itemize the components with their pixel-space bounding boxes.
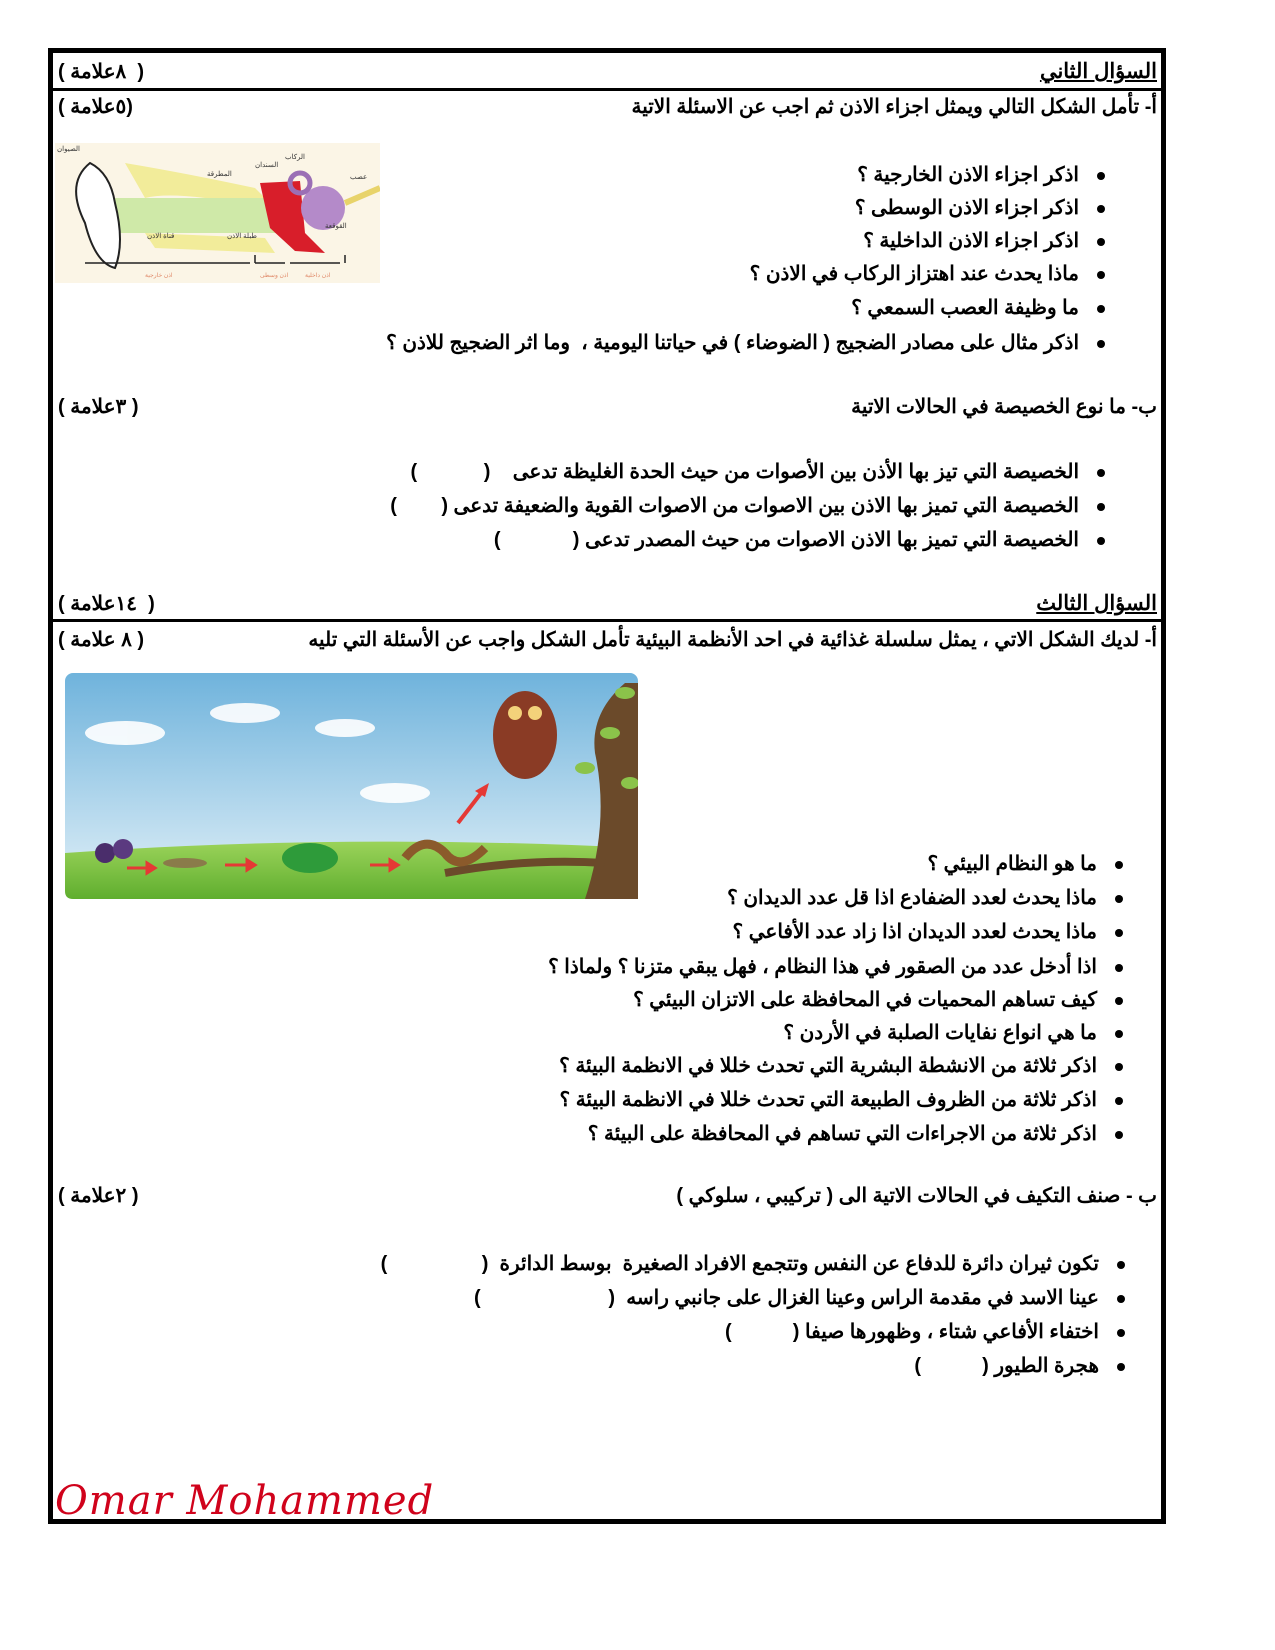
q3-title: السؤال الثالث — [1036, 592, 1157, 615]
bullet-icon — [1115, 929, 1123, 937]
bullet-icon — [1097, 205, 1105, 213]
divider-q2 — [53, 88, 1161, 91]
q3a-question: اذا أدخل عدد من الصقور في هذا النظام ، فهل يبقي متزنا ؟ ولماذا ؟ — [548, 955, 1123, 979]
owl — [493, 691, 557, 779]
svg-text:قناة الاذن: قناة الاذن — [147, 233, 175, 240]
answer-blank[interactable]: ( ) — [473, 1287, 616, 1309]
bullet-icon — [1117, 1363, 1125, 1371]
bullet-icon — [1115, 1131, 1123, 1139]
flowers — [113, 839, 133, 859]
q3a-question: اذكر ثلاثة من الانشطة البشرية التي تحدث خللا في الانظمة البيئة ؟ — [559, 1054, 1123, 1078]
bullet-icon — [1117, 1329, 1125, 1337]
bullet-icon — [1115, 895, 1123, 903]
bullet-icon — [1097, 503, 1105, 511]
q2a-question: ما وظيفة العصب السمعي ؟ — [851, 296, 1105, 320]
svg-text:السندان: السندان — [255, 162, 279, 169]
answer-blank[interactable]: ( ) — [914, 1355, 989, 1377]
q3a-question: ماذا يحدث لعدد الديدان اذا زاد عدد الأفاعي ؟ — [733, 920, 1123, 944]
q2a-question: اذكر مثال على مصادر الضجيج ( الضوضاء ) في حياتنا اليومية ، وما اثر الضجيج للاذن ؟ — [386, 331, 1105, 355]
q2a-prompt: أ- تأمل الشكل التالي ويمثل اجزاء الاذن ثم اجب عن الاسئلة الاتية — [631, 96, 1157, 118]
bullet-icon — [1097, 271, 1105, 279]
answer-blank[interactable]: ( ) — [410, 461, 491, 483]
bullet-icon — [1115, 1097, 1123, 1105]
q3a-question: ماذا يحدث لعدد الضفادع اذا قل عدد الديدان ؟ — [727, 886, 1123, 910]
bullet-icon — [1117, 1261, 1125, 1269]
bullet-icon — [1115, 964, 1123, 972]
q2a-question: اذكر اجزاء الاذن الداخلية ؟ — [863, 229, 1105, 253]
bullet-icon — [1115, 1030, 1123, 1038]
svg-text:المطرقة: المطرقة — [207, 171, 232, 178]
q2b-item: الخصيصة التي تيز بها الأذن بين الأصوات من حيث الحدة الغليظة تدعى ( ) — [410, 460, 1105, 484]
bullet-icon — [1115, 997, 1123, 1005]
q2b-item: الخصيصة التي تميز بها الاذن الاصوات من حيث المصدر تدعى ( ) — [494, 528, 1105, 552]
answer-blank[interactable]: ( ) — [390, 495, 448, 517]
bullet-icon — [1117, 1295, 1125, 1303]
answer-blank[interactable]: ( ) — [493, 529, 580, 551]
q3a-prompt: أ- لديك الشكل الاتي ، يمثل سلسلة غذائية في احد الأنظمة البيئية تأمل الشكل واجب عن الأسئلة التي تليه — [308, 629, 1157, 651]
svg-text:اذن خارجية: اذن خارجية — [145, 273, 173, 279]
q2-title: السؤال الثاني — [1039, 60, 1157, 83]
label-pinna: الصيوان — [57, 146, 80, 153]
ear-diagram — [55, 143, 380, 283]
q2b-item: الخصيصة التي تميز بها الاذن بين الاصوات من الاصوات القوية والضعيفة تدعى ( ) — [390, 494, 1105, 518]
q3a-marks: ( ٨ علامة ) — [58, 629, 145, 651]
caterpillar — [163, 858, 207, 868]
q3a-question: اذكر ثلاثة من الاجراءات التي تساهم في المحافظة على البيئة ؟ — [588, 1122, 1123, 1146]
svg-text:اذن وسطى: اذن وسطى — [260, 273, 289, 279]
q3b-marks: ( ٢علامة ) — [58, 1185, 139, 1207]
bullet-icon — [1097, 172, 1105, 180]
frog — [282, 843, 338, 873]
q2a-marks: (٥علامة ) — [58, 96, 133, 118]
bullet-icon — [1097, 469, 1105, 477]
q3b-item: عينا الاسد في مقدمة الراس وعينا الغزال على جانبي راسه ( ) — [474, 1286, 1125, 1310]
q3a-question: ما هي انواع نفايات الصلبة في الأردن ؟ — [783, 1021, 1123, 1045]
q3a-question: كيف تساهم المحميات في المحافظة على الاتزان البيئي ؟ — [633, 988, 1123, 1012]
q2a-question: ماذا يحدث عند اهتزاز الركاب في الاذن ؟ — [750, 262, 1105, 286]
q3a-question: ما هو النظام البيئي ؟ — [927, 852, 1123, 876]
answer-blank[interactable]: ( ) — [380, 1253, 489, 1275]
bullet-icon — [1115, 861, 1123, 869]
q2a-question: اذكر اجزاء الاذن الخارجية ؟ — [857, 163, 1105, 187]
svg-text:الركاب: الركاب — [285, 154, 305, 161]
q2b-prompt: ب- ما نوع الخصيصة في الحالات الاتية — [851, 396, 1157, 418]
svg-text:طبلة الاذن: طبلة الاذن — [227, 233, 257, 240]
bullet-icon — [1097, 238, 1105, 246]
q3a-question: اذكر ثلاثة من الظروف الطبيعة التي تحدث خللا في الانظمة البيئة ؟ — [560, 1088, 1123, 1112]
q2a-question: اذكر اجزاء الاذن الوسطى ؟ — [855, 196, 1105, 220]
bullet-icon — [1097, 537, 1105, 545]
q3b-prompt: ب - صنف التكيف في الحالات الاتية الى ( تركيبي ، سلوكي ) — [676, 1185, 1157, 1207]
bullet-icon — [1097, 340, 1105, 348]
svg-text:القوقعة: القوقعة — [325, 223, 347, 230]
q3-marks: ( ١٤علامة ) — [58, 593, 155, 615]
svg-text:عصب: عصب — [350, 174, 368, 181]
svg-text:اذن داخلية: اذن داخلية — [305, 273, 331, 279]
bullet-icon — [1115, 1063, 1123, 1071]
answer-blank[interactable]: ( ) — [725, 1321, 800, 1343]
q2b-marks: ( ٣علامة ) — [58, 396, 139, 418]
author-signature: Omar Mohammed — [55, 1478, 435, 1524]
q3b-item: اختفاء الأفاعي شتاء ، وظهورها صيفا ( ) — [725, 1320, 1125, 1344]
bullet-icon — [1097, 305, 1105, 313]
food-chain-image — [65, 673, 638, 899]
q3b-item: هجرة الطيور ( ) — [914, 1354, 1125, 1378]
q2-marks: ( ٨علامة ) — [58, 61, 145, 83]
q3b-item: تكون ثيران دائرة للدفاع عن النفس وتتجمع الافراد الصغيرة بوسط الدائرة ( ) — [381, 1252, 1125, 1276]
divider-q3 — [53, 619, 1161, 622]
